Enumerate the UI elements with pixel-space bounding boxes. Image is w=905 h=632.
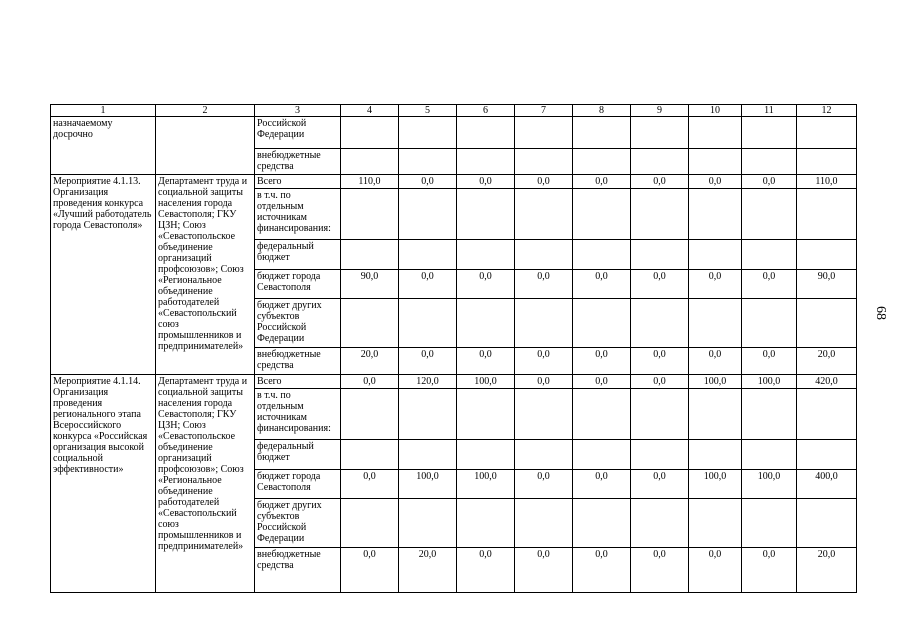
- value-cell: 0,0: [399, 175, 457, 189]
- value-cell: 20,0: [341, 348, 399, 375]
- value-cell: 90,0: [341, 270, 399, 299]
- value-cell: 110,0: [797, 175, 857, 189]
- value-cell: 90,0: [797, 270, 857, 299]
- value-cell: 100,0: [689, 375, 742, 389]
- header-cell: 3: [255, 105, 341, 117]
- value-cell: 0,0: [573, 175, 631, 189]
- header-cell: 2: [156, 105, 255, 117]
- measure-executor: Департамент труда и социальной защиты населения города Севастополя; ГКУ ЦЗН; Союз «Севастопольское объединение организаций профсоюзов»; Союз «Региональное объединение работодателей «Севастопольский союз промышленников и предпринимателей»: [156, 375, 255, 593]
- measure-title: Мероприятие 4.1.13. Организация проведения конкурса «Лучший работодатель города Севастополя»: [51, 175, 156, 375]
- row-label: бюджет города Севастополя: [255, 470, 341, 499]
- value-cell: 0,0: [689, 270, 742, 299]
- row-label: бюджет других субъектов Российской Федерации: [255, 299, 341, 348]
- value-cell: 0,0: [515, 375, 573, 389]
- row-label: федеральный бюджет: [255, 240, 341, 270]
- value-cell: 20,0: [399, 548, 457, 593]
- value-cell: 0,0: [742, 548, 797, 593]
- header-cell: 5: [399, 105, 457, 117]
- value-cell: 0,0: [341, 548, 399, 593]
- value-cell: 0,0: [515, 348, 573, 375]
- value-cell: 0,0: [515, 175, 573, 189]
- value-cell: 110,0: [341, 175, 399, 189]
- row-label: Всего: [255, 375, 341, 389]
- value-cell: 420,0: [797, 375, 857, 389]
- table-row: [51, 175, 857, 189]
- value-cell: 0,0: [573, 348, 631, 375]
- value-cell: 0,0: [515, 548, 573, 593]
- table-row: [51, 117, 857, 149]
- header-cell: 10: [689, 105, 742, 117]
- header-row: [51, 105, 857, 117]
- header-cell: 1: [51, 105, 156, 117]
- value-cell: 100,0: [457, 375, 515, 389]
- header-cell: 4: [341, 105, 399, 117]
- value-cell: 100,0: [457, 470, 515, 499]
- value-cell: 20,0: [797, 548, 857, 593]
- header-cell: 7: [515, 105, 573, 117]
- measure-title: Мероприятие 4.1.14. Организация проведения регионального этапа Всероссийского конкурса «Российская организация высокой социальной эффективности»: [51, 375, 156, 593]
- header-cell: 11: [742, 105, 797, 117]
- value-cell: 100,0: [689, 470, 742, 499]
- value-cell: 0,0: [631, 548, 689, 593]
- row-label: федеральный бюджет: [255, 440, 341, 470]
- value-cell: 120,0: [399, 375, 457, 389]
- value-cell: 0,0: [457, 548, 515, 593]
- value-cell: 0,0: [457, 348, 515, 375]
- value-cell: 0,0: [573, 375, 631, 389]
- header-cell: 12: [797, 105, 857, 117]
- header-cell: 6: [457, 105, 515, 117]
- value-cell: 20,0: [797, 348, 857, 375]
- page-number: 68: [873, 306, 888, 320]
- value-cell: 0,0: [689, 348, 742, 375]
- value-cell: 0,0: [515, 270, 573, 299]
- value-cell: 0,0: [457, 270, 515, 299]
- table-body: [51, 105, 857, 593]
- value-cell: 0,0: [515, 470, 573, 499]
- header-cell: 8: [573, 105, 631, 117]
- value-cell: 0,0: [689, 548, 742, 593]
- value-cell: 0,0: [742, 270, 797, 299]
- value-cell: 0,0: [742, 348, 797, 375]
- value-cell: 0,0: [573, 470, 631, 499]
- table-row: [51, 375, 857, 389]
- row-label: внебюджетные средства: [255, 348, 341, 375]
- continuation-executor: [156, 117, 255, 175]
- continuation-title: назначаемому досрочно: [51, 117, 156, 175]
- value-cell: 0,0: [742, 175, 797, 189]
- value-cell: 100,0: [742, 470, 797, 499]
- value-cell: 100,0: [742, 375, 797, 389]
- row-label: Российской Федерации: [255, 117, 341, 149]
- row-label: внебюджетные средства: [255, 149, 341, 175]
- value-cell: 100,0: [399, 470, 457, 499]
- row-label: бюджет других субъектов Российской Федерации: [255, 499, 341, 548]
- header-cell: 9: [631, 105, 689, 117]
- value-cell: 0,0: [631, 348, 689, 375]
- row-label: Всего: [255, 175, 341, 189]
- value-cell: 0,0: [399, 270, 457, 299]
- budget-table: [50, 104, 857, 593]
- value-cell: 0,0: [631, 270, 689, 299]
- value-cell: 0,0: [631, 375, 689, 389]
- value-cell: 0,0: [631, 470, 689, 499]
- row-label: в т.ч. по отдельным источникам финансирования:: [255, 189, 341, 240]
- value-cell: 0,0: [399, 348, 457, 375]
- value-cell: 0,0: [341, 470, 399, 499]
- value-cell: 0,0: [573, 270, 631, 299]
- value-cell: 0,0: [689, 175, 742, 189]
- value-cell: 0,0: [341, 375, 399, 389]
- row-label: в т.ч. по отдельным источникам финансирования:: [255, 389, 341, 440]
- value-cell: 0,0: [573, 548, 631, 593]
- value-cell: 400,0: [797, 470, 857, 499]
- row-label: бюджет города Севастополя: [255, 270, 341, 299]
- row-label: внебюджетные средства: [255, 548, 341, 593]
- value-cell: 0,0: [457, 175, 515, 189]
- value-cell: 0,0: [631, 175, 689, 189]
- measure-executor: Департамент труда и социальной защиты населения города Севастополя; ГКУ ЦЗН; Союз «Севастопольское объединение организаций профсоюзов»; Союз «Региональное объединение работодателей «Севастопольский союз промышленников и предпринимателей»: [156, 175, 255, 375]
